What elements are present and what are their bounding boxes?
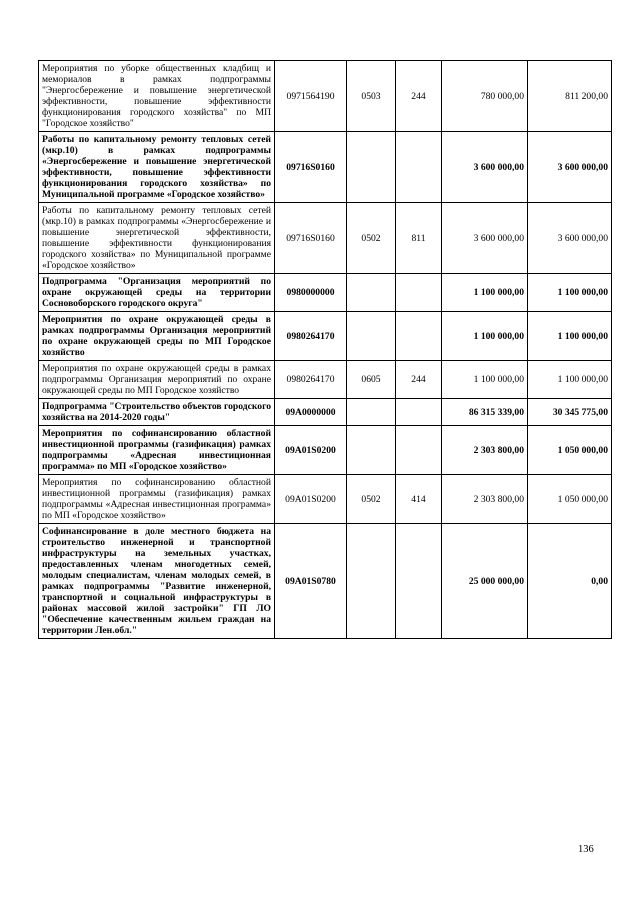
- row-sum-next-cell: 0,00: [528, 524, 612, 639]
- row-sum-current-cell: 86 315 339,00: [442, 399, 528, 426]
- row-sum-next-cell: 1 050 000,00: [528, 426, 612, 475]
- row-section-cell: 0605: [347, 361, 396, 399]
- row-section-cell: [347, 524, 396, 639]
- row-sum-next-cell: 1 100 000,00: [528, 361, 612, 399]
- row-code-cell: 0980264170: [275, 312, 347, 361]
- row-type-cell: [396, 426, 442, 475]
- row-code-cell: 0980000000: [275, 274, 347, 312]
- row-code-cell: 09716S0160: [275, 203, 347, 274]
- row-sum-next-cell: 3 600 000,00: [528, 203, 612, 274]
- row-name-cell: Мероприятия по софинансированию областной инвестиционной программы (газификация) рамках подпрограммы «Адресная инвестиционная программа» по МП «Городское хозяйство»: [39, 426, 275, 475]
- row-code-cell: 09716S0160: [275, 132, 347, 203]
- table-row: [39, 61, 612, 132]
- table-row: [39, 524, 612, 639]
- row-sum-current-cell: 1 100 000,00: [442, 312, 528, 361]
- row-code-cell: 09А01S0200: [275, 475, 347, 524]
- row-sum-next-cell: 1 100 000,00: [528, 274, 612, 312]
- row-name-cell: Работы по капитальному ремонту тепловых сетей (мкр.10) в рамках подпрограммы «Энергосбережение и повышение энергетической эффективности, повышение эффективности функционирования городского хозяйства» по Муниципальной программе «Городское хозяйство»: [39, 203, 275, 274]
- row-sum-current-cell: 1 100 000,00: [442, 361, 528, 399]
- row-section-cell: [347, 312, 396, 361]
- row-section-cell: 0502: [347, 475, 396, 524]
- row-sum-current-cell: 780 000,00: [442, 61, 528, 132]
- row-code-cell: 09А0000000: [275, 399, 347, 426]
- row-sum-next-cell: 1 050 000,00: [528, 475, 612, 524]
- budget-table-body: [39, 61, 612, 639]
- row-name-cell: Софинансирование в доле местного бюджета на строительство инженерной и транспортной инфраструктуры на земельных участках, предоставленных членам многодетных семей, молодым специалистам, членам молодых семей, в рамках подпрограммы "Развитие инженерной, транспортной и социальной инфраструктуры в районах массовой жилой застройки" ГП ЛО "Обеспечение качественным жильем граждан на территории Лен.обл.": [39, 524, 275, 639]
- row-sum-next-cell: 30 345 775,00: [528, 399, 612, 426]
- row-type-cell: 811: [396, 203, 442, 274]
- table-row: [39, 399, 612, 426]
- table-row: [39, 274, 612, 312]
- row-section-cell: [347, 274, 396, 312]
- table-row: [39, 203, 612, 274]
- table-row: [39, 475, 612, 524]
- row-name-cell: Подпрограмма "Организация мероприятий по охране окружающей среды на территории Сосновоборского городского округа": [39, 274, 275, 312]
- row-section-cell: [347, 426, 396, 475]
- row-code-cell: 0980264170: [275, 361, 347, 399]
- row-section-cell: 0502: [347, 203, 396, 274]
- row-sum-next-cell: 1 100 000,00: [528, 312, 612, 361]
- row-type-cell: 244: [396, 61, 442, 132]
- row-sum-current-cell: 2 303 800,00: [442, 475, 528, 524]
- table-row: [39, 426, 612, 475]
- row-type-cell: 244: [396, 361, 442, 399]
- row-sum-current-cell: 3 600 000,00: [442, 132, 528, 203]
- row-type-cell: [396, 274, 442, 312]
- table-row: [39, 361, 612, 399]
- row-type-cell: [396, 524, 442, 639]
- row-name-cell: Мероприятия по охране окружающей среды в рамках подпрограммы Организация мероприятий по охране окружающей среды по МП Городское хозяйство: [39, 361, 275, 399]
- row-type-cell: [396, 399, 442, 426]
- row-type-cell: 414: [396, 475, 442, 524]
- row-section-cell: [347, 132, 396, 203]
- row-sum-next-cell: 3 600 000,00: [528, 132, 612, 203]
- row-sum-current-cell: 3 600 000,00: [442, 203, 528, 274]
- row-name-cell: Мероприятия по охране окружающей среды в рамках подпрограммы Организация мероприятий по охране окружающей среды по МП Городское хозяйство: [39, 312, 275, 361]
- row-name-cell: Подпрограмма "Строительство объектов городского хозяйства на 2014-2020 годы": [39, 399, 275, 426]
- row-sum-current-cell: 1 100 000,00: [442, 274, 528, 312]
- table-row: [39, 312, 612, 361]
- row-section-cell: [347, 399, 396, 426]
- row-name-cell: Работы по капитальному ремонту тепловых сетей (мкр.10) в рамках подпрограммы «Энергосбережение и повышение энергетической эффективности, повышение эффективности функционирования городского хозяйства» по Муниципальной программе «Городское хозяйство»: [39, 132, 275, 203]
- row-code-cell: 0971564190: [275, 61, 347, 132]
- page-number: 136: [578, 844, 594, 855]
- row-sum-current-cell: 25 000 000,00: [442, 524, 528, 639]
- row-section-cell: 0503: [347, 61, 396, 132]
- row-sum-next-cell: 811 200,00: [528, 61, 612, 132]
- row-sum-current-cell: 2 303 800,00: [442, 426, 528, 475]
- budget-table: [38, 60, 612, 639]
- row-type-cell: [396, 132, 442, 203]
- table-row: [39, 132, 612, 203]
- row-name-cell: Мероприятия по софинансированию областной инвестиционной программы (газификация) рамках подпрограммы «Адресная инвестиционная программа» по МП «Городское хозяйство»: [39, 475, 275, 524]
- row-code-cell: 09А01S0780: [275, 524, 347, 639]
- row-name-cell: Мероприятия по уборке общественных кладбищ и мемориалов в рамках подпрограммы "Энергосбережение и повышение энергетической эффективности, повышение эффективности функционирования городского хозяйства" по МП "Городское хозяйство": [39, 61, 275, 132]
- row-code-cell: 09А01S0200: [275, 426, 347, 475]
- row-type-cell: [396, 312, 442, 361]
